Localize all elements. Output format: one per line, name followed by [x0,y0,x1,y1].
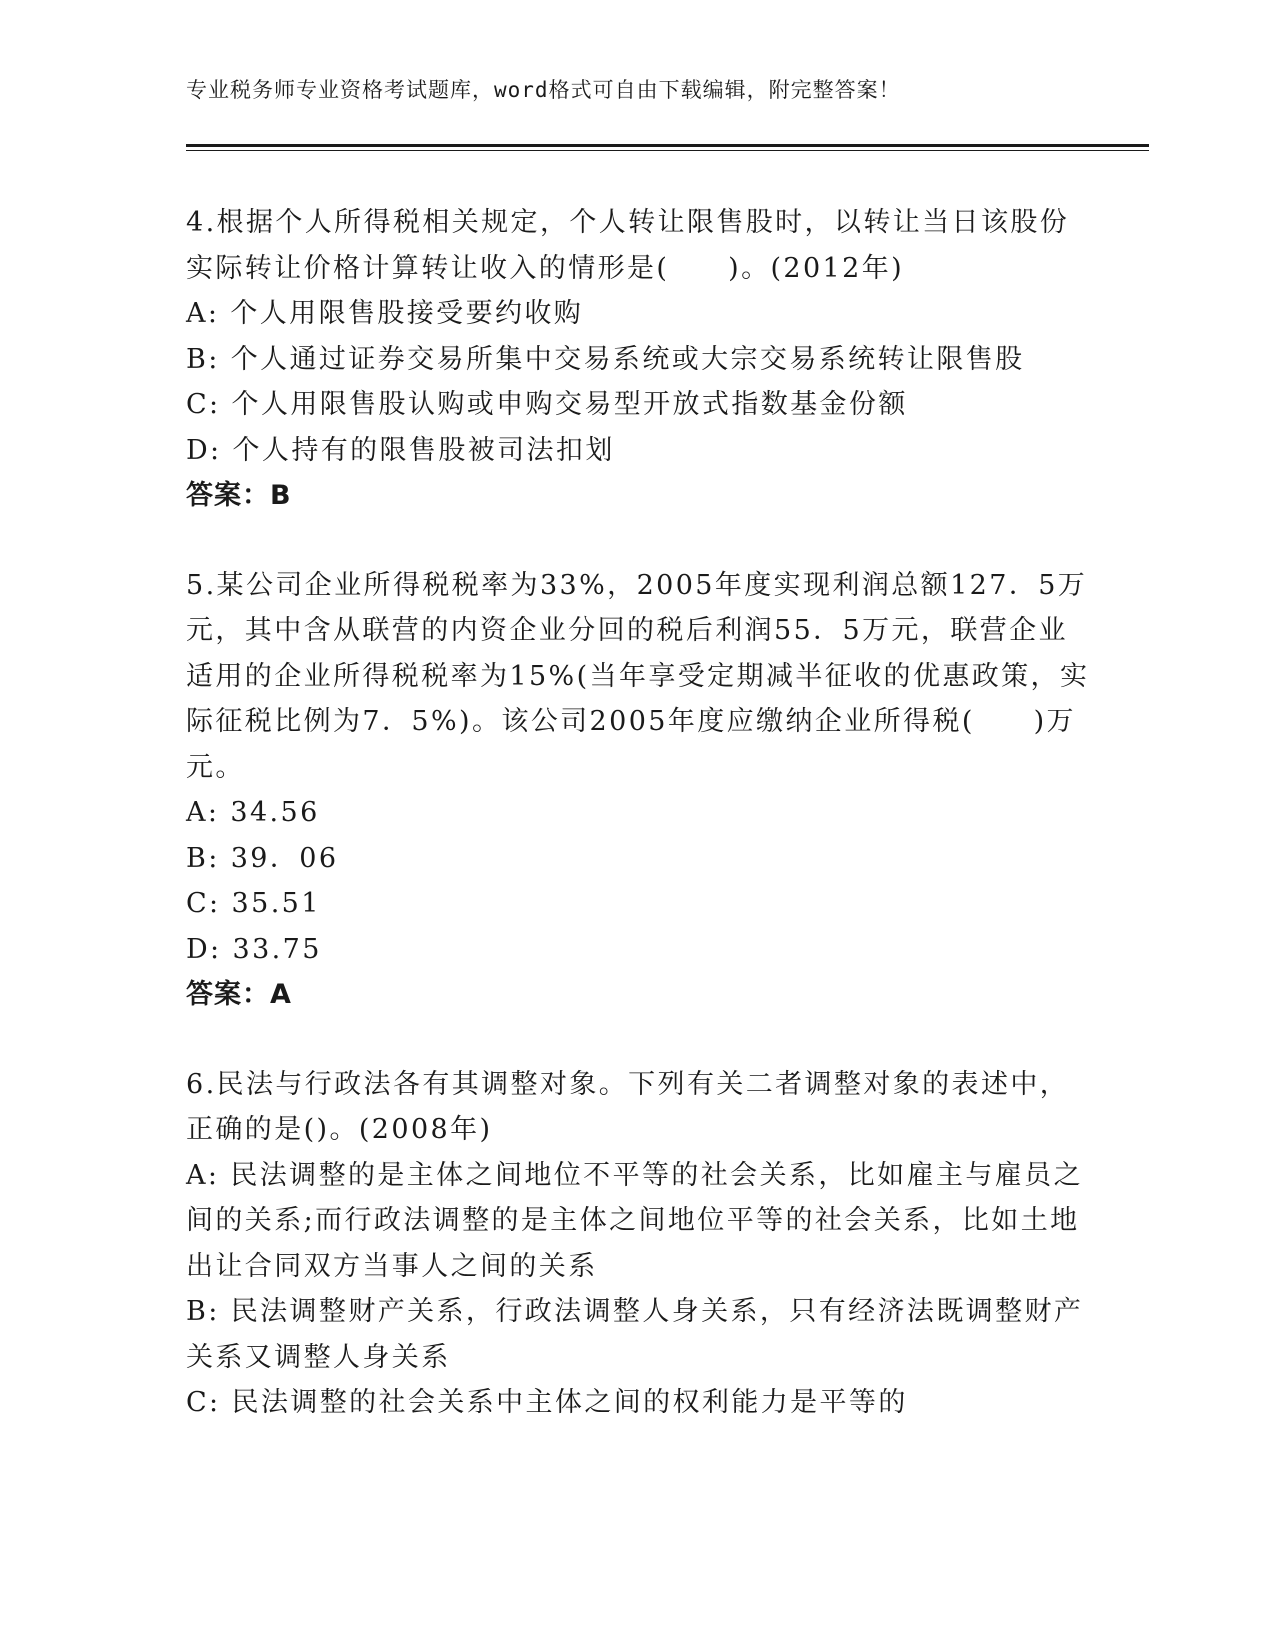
question-stem-line: 际征税比例为7．5%)。该公司2005年度应缴纳企业所得税( )万 [186,706,1076,737]
question-stem-line: 元。 [186,751,245,783]
option-a-continued: 间的关系;而行政法调整的是主体之间地位平等的社会关系，比如土地 [186,1205,1080,1236]
question-stem-line: 4.根据个人所得税相关规定，个人转让限售股时，以转让当日该股份 [186,207,1070,238]
option-a-continued: 出让合同双方当事人之间的关系 [186,1250,598,1282]
question-5 [186,563,1090,1018]
option-c: C: 个人用限售股认购或申购交易型开放式指数基金份额 [186,389,908,420]
question-stem-line: 正确的是()。(2008年) [186,1114,493,1145]
question-6 [186,1062,1086,1426]
option-b: B: 39．06 [186,842,339,874]
option-a: A: 34.56 [186,797,320,828]
question-4 [186,200,1086,519]
option-d: D: 个人持有的限售股被司法扣划 [186,434,615,466]
option-d: D: 33.75 [186,933,322,965]
header-divider-thin [186,150,1149,151]
header-divider-thick [186,144,1149,147]
option-a: A: 民法调整的是主体之间地位不平等的社会关系，比如雇主与雇员之 [186,1159,1083,1191]
question-stem-line: 6.民法与行政法各有其调整对象。下列有关二者调整对象的表述中， [186,1068,1070,1100]
option-b: B: 个人通过证券交易所集中交易系统或大宗交易系统转让限售股 [186,343,1025,375]
question-stem-line: 实际转让价格计算转让收入的情形是( )。(2012年) [186,252,905,284]
page-header-text: 专业税务师专业资格考试题库，word格式可自由下载编辑，附完整答案！ [186,78,901,102]
option-a: A: 个人用限售股接受要约收购 [186,298,584,329]
option-b-continued: 关系又调整人身关系 [186,1341,451,1373]
question-list [186,200,1090,1470]
answer-label: 答案：A [186,979,292,1010]
option-c: C: 35.51 [186,888,321,919]
option-c: C: 民法调整的社会关系中主体之间的权利能力是平等的 [186,1387,908,1418]
question-stem-line: 5.某公司企业所得税税率为33%，2005年度实现利润总额127．5万 [186,569,1088,601]
answer-label: 答案：B [186,480,292,511]
question-stem-line: 适用的企业所得税税率为15%(当年享受定期减半征收的优惠政策，实 [186,660,1090,692]
question-stem-line: 元，其中含从联营的内资企业分回的税后利润55．5万元，联营企业 [186,615,1068,646]
option-b: B: 民法调整财产关系，行政法调整人身关系，只有经济法既调整财产 [186,1296,1084,1327]
